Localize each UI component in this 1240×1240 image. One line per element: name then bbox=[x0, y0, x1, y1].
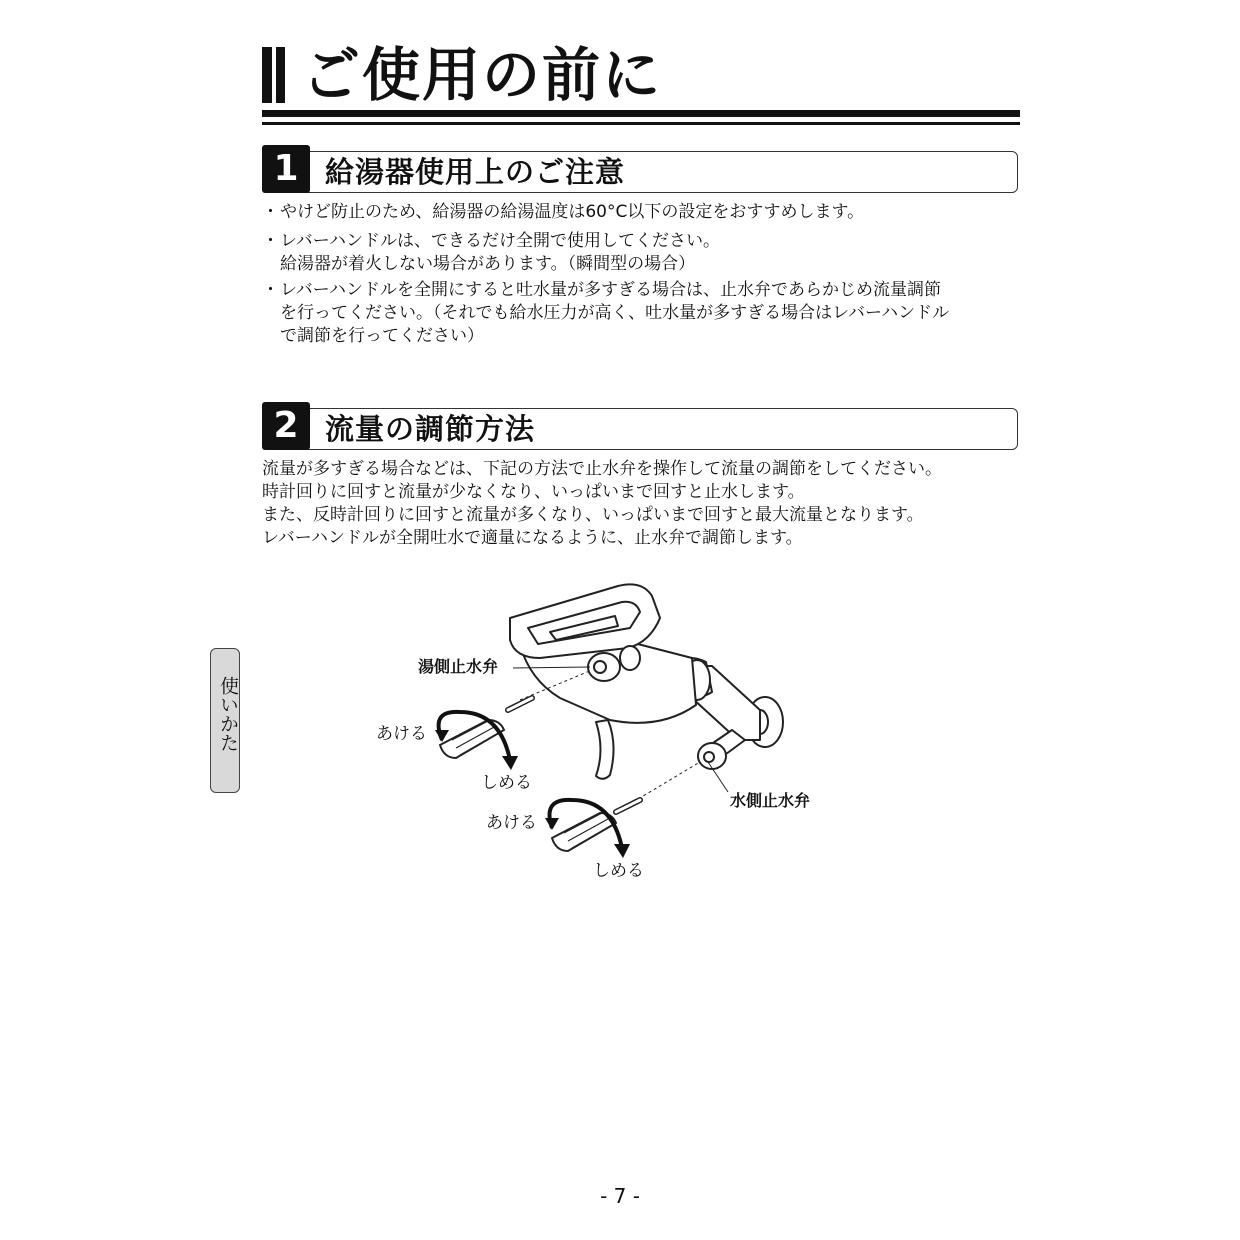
section-1-number: 1 bbox=[262, 145, 310, 193]
title-rule bbox=[262, 110, 1020, 117]
arrow-head-close-icon bbox=[614, 844, 630, 858]
arrow-head-open-icon bbox=[545, 818, 559, 830]
spout-outlet bbox=[596, 720, 614, 779]
section-2-title: 流量の調節方法 bbox=[325, 412, 536, 446]
close-label-hot: しめる bbox=[481, 773, 532, 793]
title-bar-mark bbox=[262, 47, 272, 103]
section-1-bullet-3: ・レバーハンドルを全開にすると吐水量が多すぎる場合は、止水弁であらかじめ流量調節 bbox=[262, 280, 941, 300]
page-title: ご使用の前に bbox=[302, 41, 663, 109]
side-tab-label: 使いかた bbox=[217, 676, 239, 752]
section-1-bullet-3-cont: を行ってください。（それでも給水圧力が高く、吐水量が多すぎる場合はレバーハンドル bbox=[280, 303, 950, 323]
section-1-bullet-3-cont: で調節を行ってください） bbox=[280, 326, 484, 346]
open-label-cold: あける bbox=[486, 813, 537, 833]
section-1-bullet-2: ・レバーハンドルは、できるだけ全開で使用してください。 bbox=[262, 231, 720, 251]
close-label-cold: しめる bbox=[593, 861, 644, 881]
cold-valve-label: 水側止水弁 bbox=[730, 791, 811, 810]
arrow-head-open-icon bbox=[435, 730, 449, 742]
section-2-line-4: レバーハンドルが全開吐水で適量になるように、止水弁で調節します。 bbox=[262, 528, 803, 548]
faucet-diagram bbox=[360, 570, 840, 900]
section-2-line-2: 時計回りに回すと流量が少なくなり、いっぱいまで回すと止水します。 bbox=[262, 482, 805, 502]
cold-stop-valve bbox=[698, 730, 745, 769]
section-2-line-1: 流量が多すぎる場合などは、下記の方法で止水弁を操作して流量の調節をしてください。 bbox=[262, 459, 942, 479]
arrow-head-close-icon bbox=[502, 756, 518, 770]
section-1-title: 給湯器使用上のご注意 bbox=[325, 155, 626, 189]
title-bar-mark bbox=[276, 47, 285, 103]
section-1-bullet-2-cont: 給湯器が着火しない場合があります。（瞬間型の場合） bbox=[280, 254, 696, 274]
screwdriver-cold bbox=[552, 762, 700, 851]
side-tab bbox=[210, 648, 240, 793]
title-rule bbox=[262, 122, 1020, 125]
section-2-line-3: また、反時計回りに回すと流量が多くなり、いっぱいまで回すと最大流量となります。 bbox=[262, 505, 924, 525]
section-2-number: 2 bbox=[262, 402, 310, 450]
page-number: - 7 - bbox=[600, 1184, 640, 1208]
section-1-bullet-1: ・やけど防止のため、給湯器の給湯温度は60°C以下の設定をおすすめします。 bbox=[262, 202, 865, 222]
open-label-hot: あける bbox=[376, 724, 427, 744]
hot-valve-label: 湯側止水弁 bbox=[418, 657, 499, 676]
